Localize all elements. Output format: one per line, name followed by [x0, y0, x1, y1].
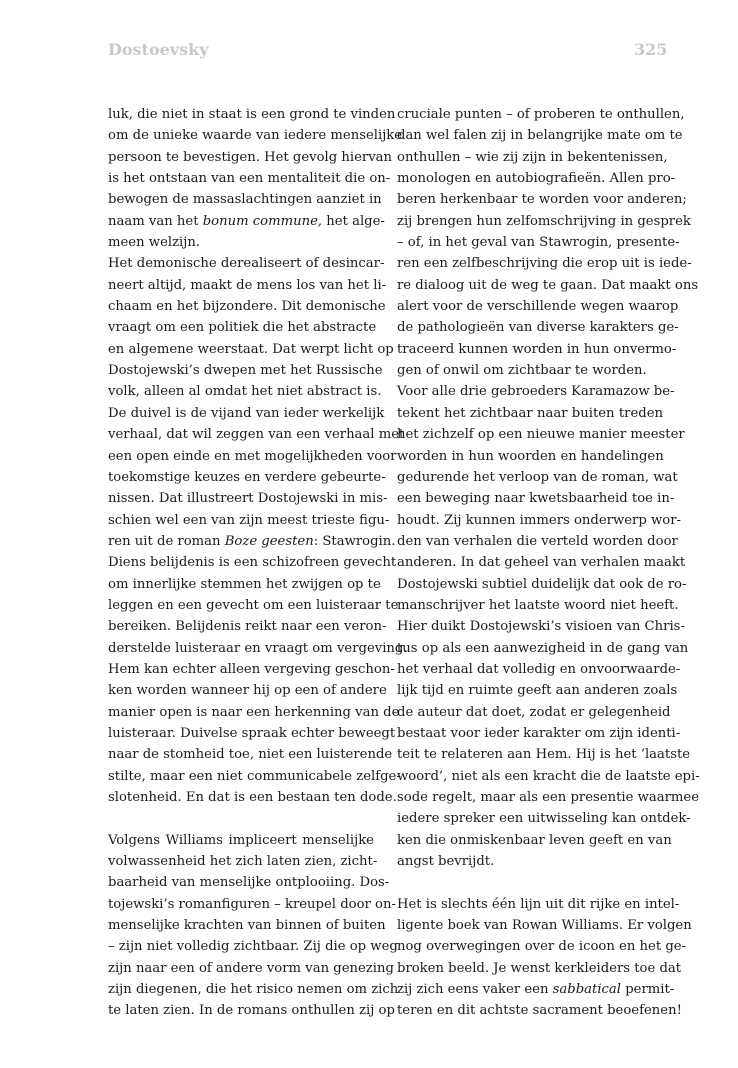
- text-line: ren een zelfbeschrijving die erop uit is iede-: [397, 256, 692, 272]
- text-line: teit te relateren aan Hem. Hij is het ‘laatste: [397, 747, 691, 763]
- page-number: 325: [634, 40, 668, 59]
- text-line: bestaat voor ieder karakter om zijn identi-: [397, 725, 681, 741]
- text-line: gedurende het verloop van de roman, wat: [397, 469, 678, 485]
- text-line: slotenheid. En dat is een bestaan ten dode.: [108, 790, 397, 805]
- text-line: alert voor de verschillende wegen waarop: [397, 299, 679, 315]
- text-line: gen of onwil om zichtbaar te worden.: [397, 363, 647, 379]
- text-line: derstelde luisteraar en vraagt om vergeving.: [108, 640, 408, 656]
- text-line: – zijn niet volledig zichtbaar. Zij die op weg: [108, 939, 398, 955]
- text-line: anderen. In dat geheel van verhalen maakt: [397, 555, 686, 571]
- text-line: bewogen de massaslachtingen aanziet in: [108, 192, 382, 208]
- text-line: Volgens Williams impliceert menselijke: [108, 832, 374, 848]
- text-line: nissen. Dat illustreert Dostojewski in mis-: [108, 491, 388, 507]
- text-fragment: ren uit de roman: [108, 533, 225, 549]
- text-line: monologen en autobiografieën. Allen pro-: [397, 171, 676, 187]
- text-line: Dostojewski’s dwepen met het Russische: [108, 363, 383, 379]
- text-line: verhaal, dat wil zeggen van een verhaal met: [108, 427, 405, 443]
- text-line: dan wel falen zij in belangrijke mate om te: [397, 128, 683, 144]
- text-line: [397, 979, 675, 1000]
- text-line: is het ontstaan van een mentaliteit die on-: [108, 171, 391, 187]
- text-line: de auteur dat doet, zodat er gelegenheid: [397, 704, 671, 720]
- text-line: en algemene weerstaat. Dat werpt licht op: [108, 341, 394, 357]
- text-line: Hier duikt Dostojewski’s visioen van Chris-: [397, 619, 685, 635]
- text-line: [108, 211, 385, 232]
- text-line: den van verhalen die verteld worden door: [397, 533, 678, 549]
- text-line: zij brengen hun zelfomschrijving in gesprek: [397, 213, 691, 229]
- text-line: broken beeld. Je wenst kerkleiders toe dat: [397, 960, 682, 976]
- text-line: een beweging naar kwetsbaarheid toe in-: [397, 491, 675, 507]
- text-line: ligente boek van Rowan Williams. Er volgen: [397, 918, 692, 934]
- text-line: luk, die niet in staat is een grond te vinden: [108, 107, 396, 122]
- text-line: een open einde en met mogelijkheden voor: [108, 448, 397, 464]
- text-line: Hem kan echter alleen vergeving geschon-: [108, 661, 395, 677]
- right-text-column: [397, 104, 700, 1022]
- text-line: de pathologieën van diverse karakters ge-: [397, 320, 679, 336]
- text-line: Het demonische derealiseert of desincar-: [108, 256, 385, 272]
- text-line: ken die onmiskenbaar leven geeft en van: [397, 832, 672, 848]
- text-line: iedere spreker een uitwisseling kan ontdek-: [397, 811, 691, 827]
- running-head-title: Dostoevsky: [108, 40, 209, 59]
- text-line: De duivel is de vijand van ieder werkelijk: [108, 405, 385, 421]
- paragraph-gap: [108, 808, 374, 829]
- text-line: bereiken. Belijdenis reikt naar een veron-: [108, 619, 387, 635]
- text-line: Diens belijdenis is een schizofreen gevecht: [108, 555, 397, 571]
- text-line: chaam en het bijzondere. Dit demonische: [108, 299, 386, 315]
- text-line: manier open is naar een herkenning van de: [108, 704, 400, 720]
- text-line: schien wel een van zijn meest trieste figu-: [108, 512, 390, 528]
- text-line: [108, 531, 396, 552]
- paragraph-gap: [397, 872, 663, 893]
- text-line: ken worden wanneer hij op een of andere: [108, 683, 387, 699]
- text-line: – of, in het geval van Stawrogin, presente-: [397, 235, 680, 251]
- text-line: meen welzijn.: [108, 235, 201, 251]
- text-line: onthullen – wie zij zijn in bekentenissen,: [397, 149, 668, 165]
- text-line: tojewski’s romanfiguren – kreupel door on-: [108, 896, 396, 912]
- text-fragment: naam van het: [108, 213, 203, 229]
- italic-title: bonum commune: [202, 213, 318, 229]
- text-line: menselijke krachten van binnen of buiten: [108, 918, 386, 934]
- text-line: stilte, maar een niet communicabele zelfge-: [108, 768, 401, 784]
- text-line: het verhaal dat volledig en onvoorwaarde-: [397, 661, 681, 677]
- text-line: lijk tijd en ruimte geeft aan anderen zoals: [397, 683, 678, 699]
- text-line: vraagt om een politiek die het abstracte: [108, 320, 377, 336]
- text-line: leggen en een gevecht om een luisteraar te: [108, 597, 399, 613]
- text-line: re dialoog uit de weg te gaan. Dat maakt ons: [397, 277, 699, 293]
- italic-title: Boze geesten: [224, 533, 314, 549]
- text-line: teren en dit achtste sacrament beoefenen!: [397, 1003, 682, 1019]
- text-line: manschrijver het laatste woord niet heeft.: [397, 597, 679, 613]
- text-line: houdt. Zij kunnen immers onderwerp wor-: [397, 512, 681, 528]
- text-line: zijn diegenen, die het risico nemen om zich: [108, 982, 399, 998]
- text-line: neert altijd, maakt de mens los van het li-: [108, 277, 387, 293]
- text-line: woord’, niet als een kracht die de laatste epi-: [397, 768, 700, 784]
- text-line: volk, alleen al omdat het niet abstract is.: [108, 384, 382, 400]
- text-line: worden in hun woorden en handelingen: [397, 448, 664, 464]
- text-line: angst bevrijdt.: [397, 854, 495, 870]
- text-line: Voor alle drie gebroeders Karamazow be-: [397, 384, 675, 400]
- text-fragment: permit-: [621, 982, 675, 998]
- text-line: luisteraar. Duivelse spraak echter beweegt: [108, 725, 396, 741]
- text-line: om innerlijke stemmen het zwijgen op te: [108, 576, 381, 592]
- text-line: zijn naar een of andere vorm van genezing: [108, 960, 394, 976]
- text-line: cruciale punten – of proberen te onthullen,: [397, 107, 685, 122]
- text-line: tekent het zichtbaar naar buiten treden: [397, 405, 663, 421]
- text-line: te laten zien. In de romans onthullen zij op: [108, 1003, 395, 1019]
- text-fragment: , het alge-: [317, 213, 385, 229]
- text-line: om de unieke waarde van iedere menselijke: [108, 128, 403, 144]
- text-fragment: zij zich eens vaker een: [397, 982, 553, 998]
- text-line: Dostojewski subtiel duidelijk dat ook de ro-: [397, 576, 687, 592]
- text-line: nog overwegingen over de icoon en het ge-: [397, 939, 687, 955]
- text-line: toekomstige keuzes en verdere gebeurte-: [108, 469, 386, 485]
- text-line: sode regelt, maar als een presentie waarmee: [397, 790, 700, 805]
- text-fragment: : Stawrogin.: [313, 533, 396, 549]
- text-line: persoon te bevestigen. Het gevolg hiervan: [108, 149, 392, 165]
- text-line: tus op als een aanwezigheid in de gang van: [397, 640, 689, 656]
- left-text-column: [108, 104, 408, 1022]
- italic-title: sabbatical: [552, 982, 622, 998]
- text-line: volwassenheid het zich laten zien, zicht-: [108, 854, 378, 870]
- text-line: traceerd kunnen worden in hun onvermo-: [397, 341, 677, 357]
- text-line: baarheid van menselijke ontplooiing. Dos-: [108, 875, 390, 891]
- text-line: beren herkenbaar te worden voor anderen;: [397, 192, 687, 208]
- text-line: Het is slechts één lijn uit dit rijke en intel-: [397, 896, 680, 912]
- text-line: naar de stomheid toe, niet een luisterende: [108, 747, 393, 763]
- text-line: het zichzelf op een nieuwe manier meester: [397, 427, 685, 443]
